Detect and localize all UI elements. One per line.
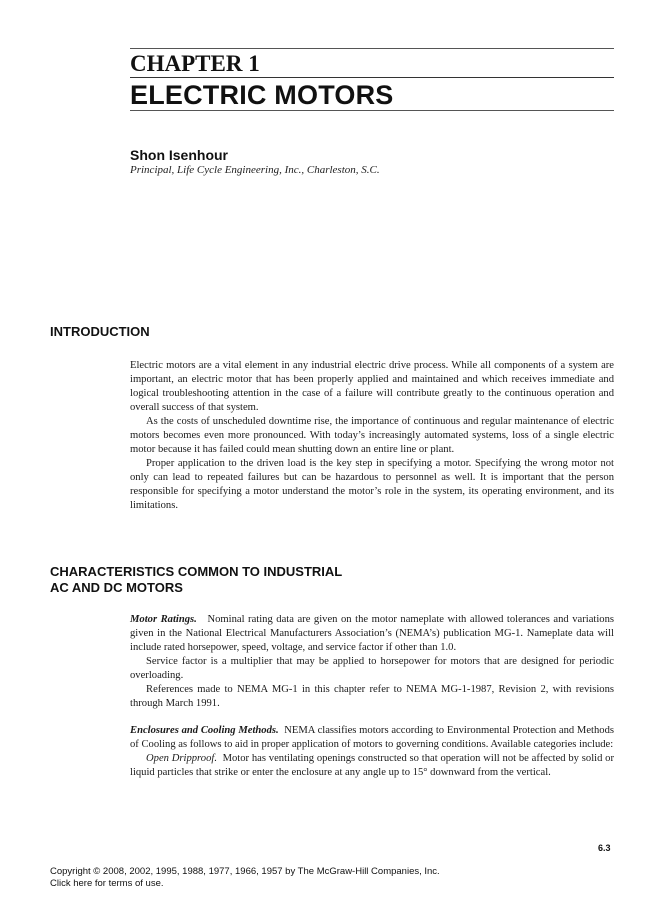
service-factor-paragraph: Service factor is a multiplier that may be applied to horsepower for motors that are designed for periodic overloading. (130, 656, 614, 681)
chapter-label: CHAPTER 1 (130, 51, 260, 76)
enclosures-runin: Enclosures and Cooling Methods. (130, 725, 279, 736)
intro-paragraph-1: Electric motors are a vital element in any industrial electric drive process. While all components of a system are important, an electric motor that has been properly applied and maintained and which receives immediate and logical troubleshooting attention in the case of a failure will contribute greatly to the continuous operation and overall success of that system. (130, 360, 614, 413)
motor-ratings-paragraph (130, 613, 614, 655)
introduction-body (130, 359, 614, 513)
terms-of-use-link[interactable]: Click here for terms of use. (50, 878, 164, 889)
open-dripproof-text: Motor has ventilating openings constructed so that operation will not be affected by solid or liquid particles that strike or enter the enclosure at any angle up to 15° downward from the vertical. (130, 753, 614, 778)
introduction-heading: INTRODUCTION (50, 324, 150, 339)
characteristics-heading-line-2: AC AND DC MOTORS (50, 580, 183, 595)
author-affiliation: Principal, Life Cycle Engineering, Inc., Charleston, S.C. (130, 164, 380, 176)
chapter-title: ELECTRIC MOTORS (130, 80, 394, 110)
page-number: 6.3 (598, 843, 611, 853)
top-rule (130, 48, 614, 49)
motor-ratings-text: Nominal rating data are given on the motor nameplate with allowed tolerances and variations given in the National Electrical Manufacturers Association’s (NEMA’s) publication MG-1. Nameplate data will include rated horsepower, speed, voltage, and service factor if other than 1.0. (130, 614, 615, 653)
open-dripproof-label: Open Dripproof. (146, 753, 217, 764)
intro-paragraph-3: Proper application to the driven load is the key step in specifying a motor. Specifying the wrong motor not only can lead to repeated failures but can be hazardous to personnel as well. It is important that the person responsible for specifying a motor understand the motor’s role in the system, its operating environment, and its limitations. (130, 458, 614, 511)
characteristics-body (130, 613, 614, 780)
open-dripproof-paragraph (130, 752, 614, 780)
author-name: Shon Isenhour (130, 147, 228, 163)
characteristics-heading (50, 564, 342, 596)
motor-ratings-runin: Motor Ratings. (130, 614, 197, 625)
intro-paragraph-2: As the costs of unscheduled downtime rise, the importance of continuous and regular maintenance of electric motors becomes even more pronounced. With today’s increasingly automated systems, loss of a single electric motor because it has failed could mean shutting down an entire line or plant. (130, 416, 614, 455)
nema-reference-paragraph: References made to NEMA MG-1 in this chapter refer to NEMA MG-1-1987, Revision 2, with revisions through March 1991. (130, 684, 614, 709)
enclosures-paragraph (130, 724, 614, 752)
title-rule (130, 110, 614, 111)
copyright-block (50, 866, 440, 890)
copyright-text: Copyright © 2008, 2002, 1995, 1988, 1977, 1966, 1957 by The McGraw-Hill Companies, Inc. (50, 866, 440, 877)
enclosures-text: NEMA classifies motors according to Environmental Protection and Methods of Cooling as follows to aid in proper application of motors to governing conditions. Available categories include: (130, 725, 615, 750)
characteristics-heading-line-1: CHARACTERISTICS COMMON TO INDUSTRIAL (50, 564, 343, 579)
chapter-rule (130, 77, 614, 78)
